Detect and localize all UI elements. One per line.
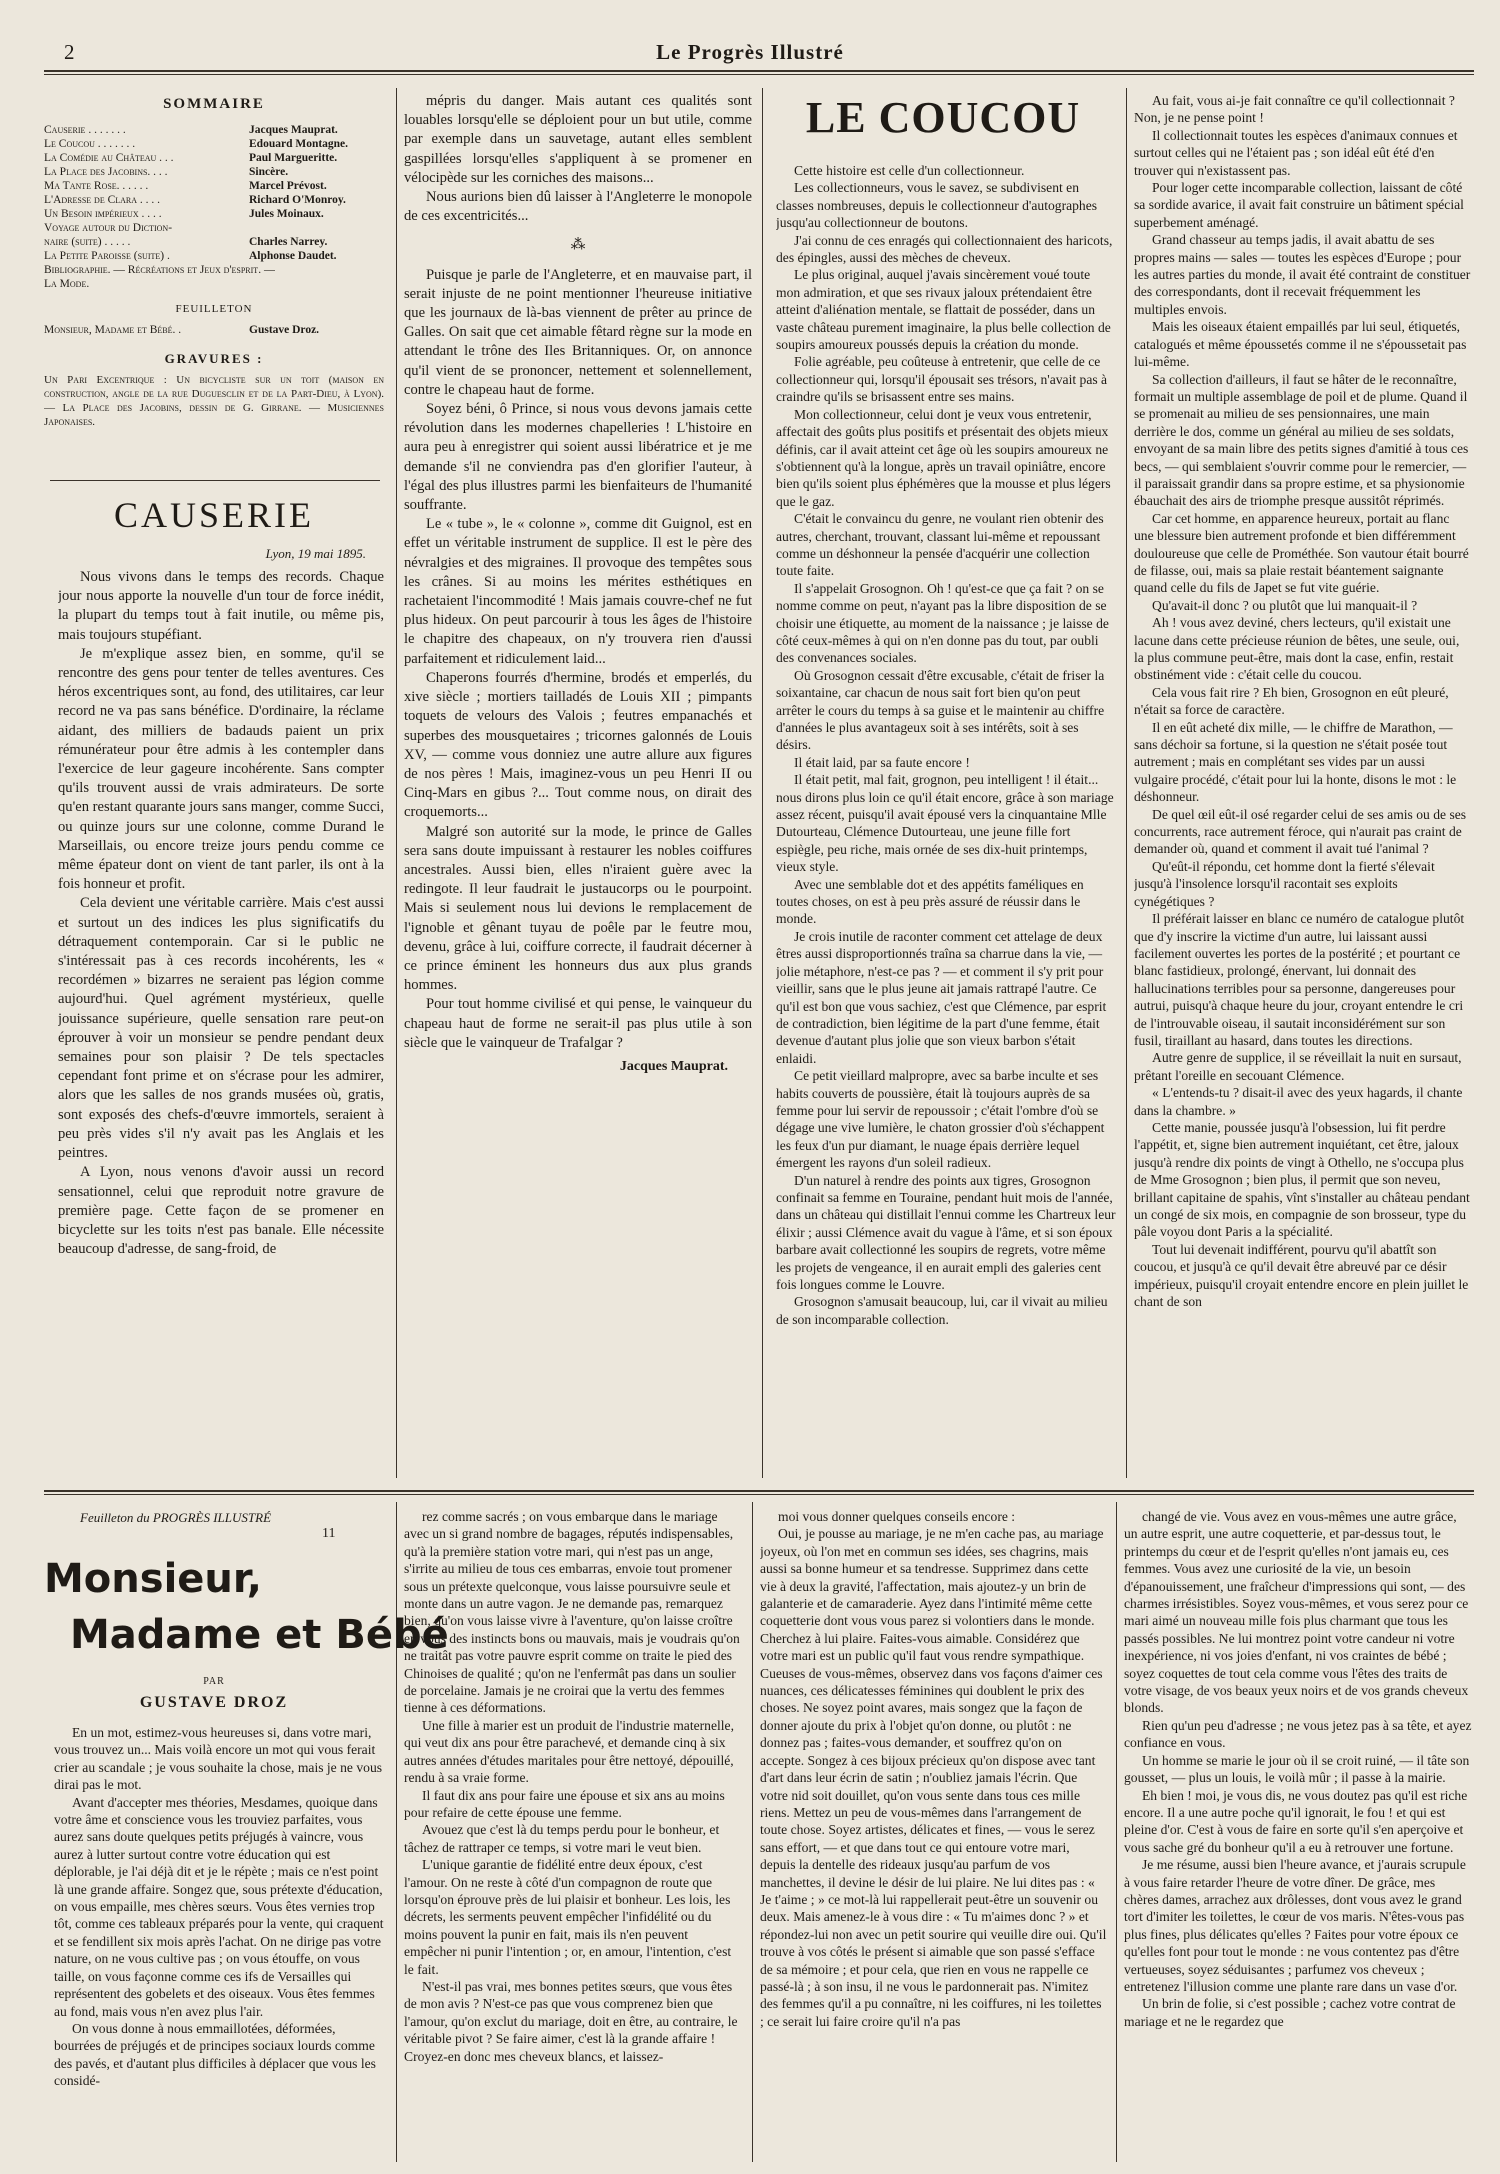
feuilleton-paragraph: Avant d'accepter mes théories, Mesdames, quoique dans votre âme et conscience vous les trouviez parfaites, vous aurez sans doute quelques petits préjugés à vaincre, vous aurez à lutter surtout contre votre éducation qui est déplorable, je l'ai déjà dit et je le répète ; mais ce n'est point là une grande affaire. Songez que, sous prétexte d'éducation, on vous empaille, mes chères sœurs. Vous êtes vernies trop tôt, comme ces tableaux préparés pour la vente, qui craquent et se fendillent six mois après l'achat. On ne dirige pas votre nature, on ne vous cultive pas ; on vous étouffe, on vous taille, on vous façonne comme ces ifs de Versailles qui représentent des gobelets et des oiseaux. Vous êtes femmes au fond, mais vous n'en avez plus l'air. (54, 1794, 384, 2019)
coucou-paragraph: Qu'avait-il donc ? ou plutôt que lui manquait-il ? (1152, 597, 1418, 613)
sommaire-item-author: Richard O'Monroy. (249, 194, 346, 206)
causerie-paragraph: Le « tube », le « colonne », comme dit Guignol, est en effet un véritable instrument de supplice. Il est le père des névralgies et des migraines. Il provoque des tempêtes sous les crânes. Si au moins les mérites esthétiques en rachetaient l'incommodité ! Mais jamais couvre-chef ne fut plus hideux. On peut parcourir à tous les âges de l'histoire le chapitre des chapeaux, on n'y trouvera rien d'aussi parfaitement et ridiculement laid... (404, 516, 752, 667)
sommaire-item-label: La Place des Jacobins. . . . (44, 166, 168, 178)
feuilleton-paragraph: Une fille à marier est un produit de l'industrie maternelle, qui veut dix ans pour être parachevé, et demande cinq à six autres années d'études maritales pour être nettoyé, dépouillé, rendu à sa vraie forme. (404, 1717, 734, 1786)
sommaire-item-label: Bibliographie. — Récréations et Jeux d'esprit. — (44, 264, 276, 276)
column-rule (396, 88, 397, 1478)
coucou-paragraph: Où Grosognon cessait d'être excusable, c'était de friser la soixantaine, car chacun de nous sait fort bien qu'on peut arrêter le cours du temps à sa guise et le maintenir au chiffre d'années le plus avantageux soit à ses intérêts, soit à ses désirs. (776, 667, 1105, 753)
sommaire-item-author: Jules Moinaux. (249, 208, 324, 220)
coucou-paragraph: Il collectionnait toutes les espèces d'animaux connues et surtout celles qui ne l'étaient pas ; son idéal eût été d'en trouver qui n'existassent pas. (1134, 127, 1458, 178)
coucou-paragraph: Cette manie, poussée jusqu'à l'obsession, lui fit perdre l'appétit, et, signe bien autrement inquiétant, cet être, jaloux jusqu'à rendre dix points de vingt à Othello, ne s'occupa plus de Mme Grosognon ; bien plus, il permit que son neveu, brillant capitaine de spahis, vînt s'installer au château pendant un congé de six mois, en compagnie de son brosseur, type du pâle voyou dont Paris a la spécialité. (1134, 1119, 1470, 1240)
header-rule-thin (44, 74, 1474, 75)
feuilleton-paragraph: On vous donne à nous emmaillotées, déformées, bourrées de préjugés et de principes sociaux lourds comme des pavés, et d'autant plus difficiles à déplacer que vous les considé- (54, 2020, 376, 2089)
feuilleton-paragraph: Je me résume, aussi bien l'heure avance, et j'aurais scrupule à vous faire retarder l'heure de votre dîner. De grâce, mes chères dames, arrachez aux drôlesses, dont vous avez le grand tort d'imiter les toilettes, le cœur de vos maris. N'êtes-vous pas plus fines, plus délicates qu'elles ? Faites pour votre époux ce qu'elles font pour tout le monde : ne vous contentez pas d'être vertueuses, soyez séduisantes ; parfumez vos cheveux ; entretenez l'illusion comme une plante rare dans un vase d'or. (1124, 1857, 1466, 1994)
sommaire-item-author: Paul Margueritte. (249, 152, 338, 164)
sommaire-item (44, 235, 384, 249)
coucou-paragraph: Il préférait laisser en blanc ce numéro de catalogue plutôt que d'y inscrire la victime d'un autre, lui laissant aussi facilement ouvertes les portes de la postérité ; et pourtant ce blanc fastidieux, prolongé, énervant, lui donnait des hallucinations terribles pour sa personne, dangereuses pour autrui, puisqu'à chaque heure du jour, croyant entendre le cri de l'introuvable oiseau, il sautait inconsidérément sur son fusil, tiraillant au hasard, dans toutes les directions. (1134, 911, 1465, 1048)
feuilleton-paragraph: Rien qu'un peu d'adresse ; ne vous jetez pas à sa tête, et ayez confiance en vous. (1124, 1717, 1472, 1751)
causerie-paragraph: Cela devient une véritable carrière. Mais c'est aussi et surtout un des indices les plus significatifs du détraquement contemporain. Car si le public ne s'intéressait pas à ces records incohérents, les « recordémen » bizarres ne seraient pas légion comme aujourd'hui. Quel agrément mystérieux, quelle jouissance supérieure, quelle sensation rare peut-on éprouver à voir un monsieur se pendre pendant deux semaines pour son plaisir ? De tels spectacles cependant font prime et on s'écrase pour les admirer, alors que les salles de nos grands musées où, gratis, sont exposés des chefs-d'œuvre immortels, seraient à peu près vides s'il n'y avait pas les Anglais et les peintres. (58, 895, 384, 1162)
sommaire-list (44, 123, 384, 291)
feuilleton-author: GUSTAVE DROZ (139, 1694, 289, 1711)
sommaire-item-label: La Mode. (44, 278, 90, 290)
feuilleton-text-col1 (54, 1724, 384, 2164)
coucou-paragraph: Cette histoire est celle d'un collectionneur. (794, 163, 1025, 178)
gravures-text: Un Pari Excentrique : Un bicycliste sur un toit (maison en construction, angle de la rue Duguesclin et de la Part-Dieu, à Lyon). — La Place des Jacobins, dessin de G. Girrane. — Musiciennes Japonaises. (44, 374, 384, 428)
sommaire-feuilleton-author: Gustave Droz. (249, 324, 320, 336)
sommaire-item (44, 137, 384, 151)
coucou-paragraph: Il était laid, par sa faute encore ! (794, 754, 970, 770)
coucou-paragraph: Tout lui devenait indifférent, pourvu qu'il abattît son coucou, et jusqu'à ce qu'il devait être abreuvé par ce désir impérieux, puisqu'il croyait entendre encore en plein juillet le chant de son (1134, 1241, 1469, 1310)
feuilleton-paragraph: changé de vie. Vous avez en vous-mêmes une autre grâce, un autre esprit, une autre coquetterie, et par-dessus tout, le printemps du cœur et de l'esprit qu'elles n'ont jamais eu, ces femmes. Vous avez une curiosité de la vie, un besoin d'épanouissement, une fraîcheur d'impressions qui sont, — des charmes irrésistibles. Soyez vous-mêmes, et vous serez pour ce mari aimé un nouveau mille fois plus charmant que tous les passés possibles. Ne lui montrez point votre candeur ni votre inexpérience, ni vos joies d'enfant, ni vos craintes de bébé ; soyez coquettes de tout cela comme vous l'êtes des traits de votre visage, de vos beaux yeux noirs et de vos grands cheveux blonds. (1124, 1509, 1469, 1716)
sommaire-item (44, 207, 384, 221)
coucou-paragraph: C'était le convaincu du genre, ne voulant rien obtenir des autres, cherchant, trouvant, classant lui-même et repoussant comme un déshonneur la pensée d'acquérir une collection toute faite. (776, 511, 1104, 579)
asterism: ⁂ (570, 237, 586, 254)
feuilleton-paragraph: En un mot, estimez-vous heureuses si, dans votre mari, vous trouvez un... Mais voilà encore un mot qui vous ferait crier au scandale ; je vous souhaite la chose, mais je ne vous dirai pas le mot. (54, 1725, 383, 1793)
causerie-dateline: Lyon, 19 mai 1895. (265, 546, 366, 561)
coucou-paragraph: Qu'eût-il répondu, cet homme dont la fierté s'élevait jusqu'à l'insolence lorsqu'il racontait ses exploits cynégétiques ? (1134, 858, 1435, 909)
coucou-paragraph: Grosognon s'amusait beaucoup, lui, car il vivait au milieu de son incomparable collection. (776, 1294, 1108, 1327)
sommaire-item-author: Sincère. (249, 166, 289, 178)
sommaire-item-label: La Comédie au Château . . . (44, 152, 174, 164)
column-rule (1116, 1502, 1117, 2162)
feuilleton-paragraph: Il faut dix ans pour faire une épouse et six ans au moins pour refaire de cette épouse une femme. (404, 1787, 725, 1820)
sommaire-item-label: Le Coucou . . . . . . . (44, 138, 136, 150)
coucou-paragraph: « L'entends-tu ? disait-il avec des yeux hagards, il chante dans la chambre. » (1134, 1085, 1463, 1118)
feuilleton-rule (44, 1490, 1474, 1492)
sommaire-item-label: Un Besoin impérieux . . . . (44, 208, 162, 220)
coucou-text-col1 (776, 162, 1116, 1478)
sommaire-heading: SOMMAIRE (163, 96, 265, 112)
sommaire-rule (50, 480, 380, 481)
feuilleton-paragraph: Un homme se marie le jour où il se croit ruiné, — il tâte son gousset, — plus un louis, le voilà mûr ; il passe à la mairie. (1124, 1752, 1470, 1786)
coucou-paragraph: Cela vous fait rire ? Eh bien, Grosognon en eût pleuré, n'était sa force de caractère. (1134, 684, 1449, 718)
sommaire-item (44, 263, 384, 277)
coucou-paragraph: Folie agréable, peu coûteuse à entretenir, que celle de ce collectionneur qui, lorsqu'il épousait ses trésors, n'avait pas à craindre qu'ils se brisassent entre ses mains. (776, 354, 1108, 405)
feuilleton-paragraph: Un brin de folie, si c'est possible ; cachez votre contrat de mariage et ne le regardez que (1124, 1996, 1456, 2029)
sommaire-item (44, 249, 384, 263)
sommaire-item (44, 179, 384, 193)
feuilleton-title-line1: Monsieur, (44, 1556, 262, 1602)
coucou-paragraph: Il était petit, mal fait, grognon, peu intelligent ! il était... nous dirons plus loin ce qu'il était encore, grâce à son mariage assez récent, puisqu'il avait épousé vers la cinquantaine Mlle Dutourteau, Clémence Dutourteau, une jeune fille fort espiègle, peu riche, mais ornée de ses dix-huit printemps, vieux style. (776, 772, 1114, 875)
causerie-text-col1 (58, 568, 384, 1478)
feuilleton-par: PAR (203, 1676, 225, 1687)
coucou-paragraph: D'un naturel à rendre des points aux tigres, Grosognon confinait sa femme en Touraine, pendant huit mois de l'année, dans un château qui distillait l'ennui comme les Chartreux leur élixir ; aussi Clémence avait du vague à l'âme, et si son époux barbare avait collectionné les soupirs de regrets, votre même les projets de vengeance, il en aurait empli des galeries cent fois longues comme le Louvre. (776, 1172, 1116, 1292)
causerie-paragraph: Pour tout homme civilisé et qui pense, le vainqueur du chapeau haut de forme ne serait-il pas plus utile à son siècle que le vainqueur de Trafalgar ? (404, 996, 752, 1051)
feuilleton-rule-thin (44, 1494, 1474, 1495)
sommaire-item-label: La Petite Paroisse (suite) . (44, 250, 170, 262)
sommaire-item-author: Marcel Prévost. (249, 180, 327, 192)
coucou-paragraph: Autre genre de supplice, il se réveillait la nuit en sursaut, prêtant l'oreille en secouant Clémence. (1134, 1050, 1462, 1083)
coucou-title: LE COUCOU (805, 93, 1081, 142)
feuilleton-number: 11 (322, 1526, 336, 1541)
causerie-paragraph: Puisque je parle de l'Angleterre, et en mauvaise part, il serait injuste de ne point mentionner l'heureuse initiative que les journaux de là-bas viennent de prêter au prince de Galles. On sait que cet aimable fêtard règne sur la mode en attendant le trône des Iles Britanniques. Or, on annonce qu'il vient de se prononcer, nettement et solennellement, contre le chapeau haut de forme. (404, 266, 752, 398)
sommaire-item-label: Voyage autour du Diction- (44, 222, 173, 234)
column-rule (762, 88, 763, 1478)
sommaire-item (44, 193, 384, 207)
coucou-paragraph: Sa collection d'ailleurs, il faut se hâter de le reconnaître, formait un multiple assemblage de poil et de plume. Quand il se promenait au milieu de ses pensionnaires, une main derrière le dos, comme un général au milieu de ses soldats, envoyant de sa main libre des petits signes d'amitié à tous ces becs, — qui semblaient s'ouvrir comme pour le remercier, — il paraissait grandir dans sa propre estime, et sa physionomie ébauchait des airs de triomphe presque aussitôt réprimés. (1134, 371, 1469, 509)
sommaire-item-author: Charles Narrey. (249, 236, 328, 248)
causerie-paragraph: Soyez béni, ô Prince, si nous vous devons jamais cette révolution dans les modernes chapelleries ! L'histoire en aura peu à enregistrer qui soient aussi libératrice et je me demande s'il ne conviendra pas d'en glorifier l'auteur, à l'égal des plus illustres parmi les bienfaiteurs de l'humanité souffrante. (404, 401, 752, 514)
causerie-paragraph: mépris du danger. Mais autant ces qualités sont louables lorsqu'elle se déploient pour un but utile, comme par exemple dans un sauvetage, autant elles semblent gaspillées lorsqu'elles s'appliquent à se promener en vélocipède sur les corniches des maisons... (404, 93, 752, 186)
sommaire-box (44, 92, 384, 487)
feuilleton-text-col3 (760, 1508, 1108, 2164)
causerie-title: CAUSERIE (113, 495, 314, 535)
coucou-paragraph: Pour loger cette incomparable collection, laissant de côté sa sordide avarice, il avait fait construire un bâtiment spécial superbement aménagé. (1134, 180, 1464, 230)
newspaper-title: Le Progrès Illustré (656, 40, 844, 64)
coucou-paragraph: Grand chasseur au temps jadis, il avait abattu de ses propres mains — sales — toutes les espèces d'Europe ; pour les autres parties du monde, il avait été contraint de constituer des correspondants, dont il recevait fréquemment les multiples envois. (1134, 232, 1471, 317)
coucou-paragraph: Avec une semblable dot et des appétits faméliques en toutes choses, on est à peu près assuré de réussir dans le monde. (776, 876, 1084, 927)
header-rule (44, 70, 1474, 72)
feuilleton-text-col2 (404, 1508, 744, 2164)
sommaire-item-label: naire (suite) . . . . . (44, 236, 131, 248)
column-rule (1126, 88, 1127, 1478)
causerie-paragraph: Nous aurions bien dû laisser à l'Angleterre le monopole de ces excentricités... (404, 189, 752, 225)
feuilleton-paragraph: Oui, je pousse au mariage, je ne m'en cache pas, au mariage joyeux, où l'on met en commun ses idées, ses chagrins, mais aussi sa bonne humeur et sa tendresse. Supprimez dans cette vie à deux la gravité, l'affectation, mais ajoutez-y un brin de galanterie et de camaraderie. Ayez dans l'intimité même cette coquetterie dont vous vous parez si volontiers dans le monde. Cherchez à lui plaire. Faites-vous aimable. Considérez que votre mari est un public qu'il faut vous rendre sympathique. Cueuses de vous-mêmes, observez dans vos façons d'aimer ces nuances, ces délicatesses féminines qui doublent le prix des choses. Ne soyez point avares, mais songez que la façon de donner ajoute du prix à l'objet qu'on donne, ou plutôt : ne donnez pas ; faites-vous demander, et souffrez qu'on on accepte. Songez à ces bijoux précieux qu'on dispose avec tant d'art dans leur écrin de satin ; n'oubliez jamais l'écrin. Que votre nid soit douillet, qu'on vous sente dans tous ces mille riens. Mettez un peu de vous-mêmes dans l'arrangement de toute chose. Soyez artistes, délicates et fines, — vous le serez sans effort, — et que dans tout ce qui entoure votre mari, depuis la dentelle des rideaux jusqu'au parfum de vos manchettes, il devine le désir de lui plaire. Ne lui dites pas : « Je t'aime ; » ce mot-là lui rappellerait peut-être un souvenir ou deux. Mais amenez-le à vous dire : « Tu m'aimes donc ? » et répondez-lui non avec un petit sourire qui veuille dire oui. Qu'il trouve à vos côtés le présent si aimable que son passé s'efface de sa mémoire ; et pour cela, que rien en vous ne rappelle ce passé-là ; à son insu, il ne vous le pardonnerait pas. N'imitez des femmes qu'il a pu connaître, ni les coiffures, ni les toilettes ; ce serait lui faire croire qu'il n'a pas (760, 1526, 1107, 2029)
coucou-paragraph: Ah ! vous avez deviné, chers lecteurs, qu'il existait une lacune dans cette précieuse réunion de bêtes, une seule, oui, la plus commune peut-être, mais dont la case, enfin, restait obstinément vide : c'était celle du coucou. (1134, 615, 1460, 683)
causerie-signature: Jacques Mauprat. (619, 1058, 728, 1074)
causerie-text-col2 (404, 92, 752, 1478)
sommaire-item-label: Ma Tante Rose. . . . . . (44, 180, 149, 192)
sommaire-item-author: Alphonse Daudet. (249, 250, 337, 262)
coucou-paragraph: Car cet homme, en apparence heureux, portait au flanc une blessure bien autrement profonde et bien différemment douloureuse que celle de Prométhée. Son vautour était bourré de filasse, oui, mais sa plaie restait béantement saignante quand celle du fils de Japet se fut vite guérie. (1134, 510, 1469, 596)
sommaire-item (44, 151, 384, 165)
causerie-paragraph: A Lyon, nous venons d'avoir aussi un record sensationnel, celui que reproduit notre gravure de première page. Cette façon de se promener en bicyclette sur les toits n'est pas banale. Elle nécessite beaucoup d'adresse, de sang-froid, de (58, 1164, 384, 1258)
causerie-paragraph: Malgré son autorité sur la mode, le prince de Galles sera sans doute impuissant à restaurer les nobles coiffures ancestrales. Aussi bien, elles n'iraient guère avec la redingote. Il leur faudrait le justaucorps ou le pourpoint. Mais si seulement nous lui devions le remplacement de l'ignoble et gênant tuyau de poêle par le feutre mou, devenu, grâce à lui, coiffure correcte, il faudrait décerner à ce prince éminent les honneurs dus aux plus grands hommes. (404, 823, 752, 994)
sommaire-feuilleton-label: Monsieur, Madame et Bébé. . (44, 324, 182, 336)
coucou-paragraph: Il en eût acheté dix mille, — le chiffre de Marathon, — sans déchoir sa fortune, si la question ne s'était posée tout autrement ; mais en complétant ses vides par un aussi vulgaire procédé, c'était pour lui la honte, disons le mot : le déshonneur. (1134, 719, 1457, 805)
feuilleton-title-line2: Madame et Bébé (70, 1612, 449, 1658)
sommaire-item-author: Jacques Mauprat. (249, 124, 338, 136)
feuilleton-label: Feuilleton du PROGRÈS ILLUSTRÉ (80, 1510, 272, 1525)
causerie-paragraph: Chaperons fourrés d'hermine, brodés et emperlés, du xive siècle ; mortiers tailladés de Louis XII ; pimpants toquets de velours des Valois ; feutres empanachés et superbes des mousquetaires ; tricornes galonnés de Louis XV, — comme vous donniez une autre allure aux figures de nos pères ! Mais, imaginez-vous un peu Henri II ou Cinq-Mars en gibus ?... Tout comme nous, on dirait des croquemorts... (404, 669, 752, 821)
feuilleton-paragraph: Avouez que c'est là du temps perdu pour le bonheur, et tâchez de rattraper ce temps, si votre mari le veut bien. (404, 1822, 720, 1855)
sommaire-feuilleton-row (44, 323, 384, 337)
coucou-paragraph: Au fait, vous ai-je fait connaître ce qu'il collectionnait ? Non, je ne pense point ! (1134, 93, 1455, 126)
sommaire-item-label: L'Adresse de Clara . . . . (44, 194, 161, 206)
coucou-paragraph: De quel œil eût-il osé regarder celui de ses amis ou de ses concurrents, race autrement féroce, qui n'aurait pas craint de demander où, quand et comment il avait tué l'animal ? (1134, 806, 1467, 857)
feuilleton-paragraph: Eh bien ! moi, je vous dis, ne vous doutez pas qu'il est riche encore. Il a une autre poche qu'il ignorait, le fou ! et qui est pleine d'or. C'est à vous de faire en sorte qu'il s'en aperçoive et vous sache gré du bonheur qu'il a eu à retrouver une fortune. (1124, 1787, 1468, 1855)
column-rule (752, 1502, 753, 2162)
feuilleton-paragraph: moi vous donner quelques conseils encore : (778, 1509, 1016, 1524)
sommaire-item (44, 221, 384, 235)
coucou-text-col2 (1134, 92, 1472, 1478)
coucou-paragraph: Il s'appelait Grosognon. Oh ! qu'est-ce que ça fait ? on se nomme comme on peut, n'ayant pas la libre disposition de se choisir une étiquette, au moment de la naissance ; je laisse de côté ceux-mêmes à qui on n'en donne pas du tout, par oubli des convenances sociales. (776, 580, 1109, 666)
coucou-paragraph: Mais les oiseaux étaient empaillés par lui seul, étiquetés, catalogués et même époussetés comme il ne s'époussetait pas lui-même. (1134, 319, 1467, 370)
feuilleton-paragraph: L'unique garantie de fidélité entre deux époux, c'est l'amour. On ne reste à côté d'un compagnon de route que lorsqu'on éprouve près de lui plaisir et bonheur. Les lois, les décrets, les serments peuvent empêcher l'infidélité ou du moins pouvent la punir en fait, mais ils n'en peuvent empêcher ni punir l'intention ; or, en amour, l'intention, c'est le fait. (404, 1857, 732, 1977)
feuilleton-paragraph: rez comme sacrés ; on vous embarque dans le mariage avec un si grand nombre de bagages, réputés indispensables, qu'à la première station votre mari, qui n'est pas un ange, s'irrite au milieu de tous ces embarras, envoie tout promener sous un prétexte quelconque, vous laisse poursuivre seule et monte dans un autre vagon. Je ne demande pas, remarquez bien, qu'on vous laisse vivre à l'aventure, qu'on laisse croître en vous des instincts bons ou mauvais, mais je voudrais qu'on ne traitât pas votre pauvre esprit comme on traite le pied des Chinoises de qualité ; qu'on ne l'enfermât pas dans un soulier de porcelaine. Jamais je ne croirai que la vertu des femmes tienne à ces déformations. (404, 1509, 740, 1716)
sommaire-item-author: Edouard Montagne. (249, 138, 349, 150)
coucou-paragraph: Je crois inutile de raconter comment cet attelage de deux êtres aussi disproportionnés traîna sa charrue dans la vie, — jolie métaphore, n'est-ce pas ? — et comment il s'y prit pour vieillir, sans que le plus jeune ait jamais rattrapé l'autre. Ce qu'il est bon que vous sachiez, c'est que Clémence, par esprit de contradiction, bien légitime de la part d'une femme, était devenue d'autant plus jolie que son vieux barbon s'était enlaidi. (776, 928, 1107, 1066)
feuilleton-heading: FEUILLETON (175, 303, 253, 315)
coucou-paragraph: Ce petit vieillard malpropre, avec sa barbe inculte et ses habits couverts de poussière, était là toujours auprès de sa femme pour lui servir de repoussoir ; c'était l'ombre d'où se dégage une vive lumière, le chaton grossier d'où s'échappent les feux d'un pur diamant, le nuage épais derrière lequel émergent les rayons d'un soleil radieux. (776, 1068, 1105, 1171)
sommaire-item (44, 277, 384, 291)
coucou-paragraph: J'ai connu de ces enragés qui collectionnaient des haricots, des épingles, aussi des mèches de cheveux. (776, 232, 1113, 266)
feuilleton-paragraph: N'est-il pas vrai, mes bonnes petites sœurs, que vous êtes de mon avis ? N'est-ce pas que vous comprenez bien que l'amour, qu'on exclut du mariage, doit en être, au contraire, le véritable pivot ? Se faire aimer, c'est là la grande affaire ! Croyez-en donc mes cheveux blancs, et laissez- (404, 1978, 738, 2064)
coucou-paragraph: Mon collectionneur, celui dont je veux vous entretenir, affectait des goûts plus positifs et présentait des objets mieux définis, car il avait atteint cet âge où les soupirs amoureux ne s'obtiennent qu'à la longue, après un travail opiniâtre, encore bien qu'ils soient plus éphémères que la mousse et plus légers que le gaz. (776, 406, 1111, 509)
coucou-paragraph: Le plus original, auquel j'avais sincèrement voué toute mon admiration, et que ses rivaux jaloux prétendaient être atteint d'aliénation mentale, se flattait de posséder, dans un vaste château purement imaginaire, la plus belle collection de soupirs amoureux poussés depuis la création du monde. (776, 267, 1111, 353)
coucou-paragraph: Les collectionneurs, vous le savez, se subdivisent en classes nombreuses, depuis le collectionneur d'autographes jusqu'au collectionneur de boutons. (776, 180, 1098, 231)
sommaire-item (44, 123, 384, 137)
causerie-paragraph: Je m'explique assez bien, en somme, qu'il se rencontre des gens pour tenter de telles aventures. Ces héros excentriques sont, au fond, des utilitaires, car leur record ne va pas sans bénéfice. D'ordinaire, la réclame aidant, des milliers de badauds paient un prix rémunérateur pour être admis à les contempler dans l'exercice de leur gageure incohérente. Sans compter qu'ils trouvent aussi de vrais admirateurs. De sorte qu'en restant quarante jours sans manger, comme Succi, ou quinze jours sur une colonne, comme Durand le Marseillais, ou encore treize jours pendu comme ce même épateur dont on vient de tant parler, ils ont à la fois honneur et profit. (58, 645, 384, 893)
gravures-heading: GRAVURES : (164, 351, 264, 366)
feuilleton-text-col4 (1124, 1508, 1472, 2164)
sommaire-item-label: Causerie . . . . . . . (44, 124, 126, 136)
causerie-paragraph: Nous vivons dans le temps des records. Chaque jour nous apporte la nouvelle d'un tour de force inédit, la plupart du temps tout à fait inutile, ou même pis, mais toujours stupéfiant. (58, 569, 384, 643)
sommaire-item (44, 165, 384, 179)
page-number: 2 (64, 40, 75, 64)
column-rule (396, 1502, 397, 2162)
